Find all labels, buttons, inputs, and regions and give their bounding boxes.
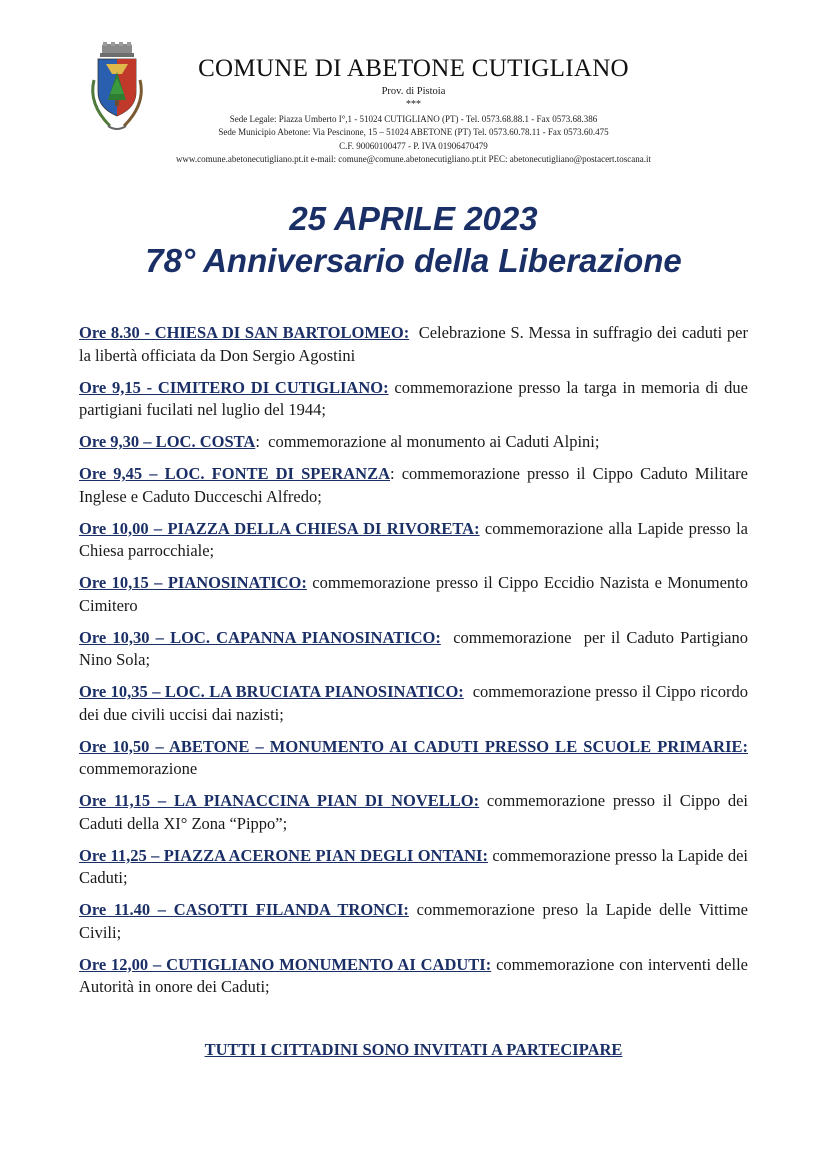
schedule-item	[79, 790, 753, 835]
schedule-item	[79, 954, 752, 999]
event-schedule	[79, 322, 753, 1008]
schedule-item	[79, 518, 753, 563]
tax-codes: C.F. 90060100477 - P. IVA 01906470479	[339, 141, 488, 151]
schedule-time-location: Ore 11.40 – CASOTTI FILANDA TRONCI:	[79, 900, 409, 919]
schedule-description: commemorazione con interventi delle Autorità in onore dei Caduti;	[79, 954, 752, 996]
schedule-description: : commemorazione al monumento ai Caduti Alpini;	[255, 432, 600, 451]
schedule-time-location: Ore 10,30 – LOC. CAPANNA PIANOSINATICO:	[79, 627, 441, 647]
header-separator: ***	[406, 99, 421, 110]
schedule-description: commemorazione preso la Lapide delle Vittime Civili;	[79, 900, 753, 942]
schedule-item	[79, 899, 753, 944]
schedule-item	[79, 377, 753, 422]
schedule-description: commemorazione per il Caduto Partigiano Nino Sola;	[79, 627, 753, 669]
schedule-description: Celebrazione S. Messa in suffragio dei caduti per la libertà officiata da Don Sergio Agostini	[79, 323, 753, 365]
comune-name: COMUNE DI ABETONE CUTIGLIANO	[198, 55, 629, 82]
schedule-description: commemorazione presso il Cippo Eccidio Nazista e Monumento Cimitero	[79, 573, 753, 615]
schedule-item	[79, 736, 753, 781]
schedule-time-location: Ore 10,35 – LOC. LA BRUCIATA PIANOSINATICO:	[79, 682, 464, 701]
schedule-item	[79, 845, 753, 890]
invitation-footer: TUTTI I CITTADINI SONO INVITATI A PARTECIPARE	[204, 1040, 623, 1059]
schedule-time-location: Ore 11,25 – PIAZZA ACERONE PIAN DEGLI ONTANI:	[79, 845, 488, 865]
schedule-time-location: Ore 10,15 – PIANOSINATICO:	[79, 573, 307, 592]
schedule-time-location: Ore 9,30 – LOC. COSTA	[79, 432, 256, 451]
schedule-description: commemorazione presso il Cippo ricordo dei due civili uccisi dai nazisti;	[79, 682, 753, 724]
schedule-time-location: Ore 12,00 – CUTIGLIANO MONUMENTO AI CADUTI:	[79, 954, 492, 974]
document-subtitle: 78° Anniversario della Liberazione	[145, 242, 682, 279]
contact-info: www.comune.abetonecutigliano.pt.it e-mail: comune@comune.abetonecutigliano.pt.it PEC: abetonecutigliano@postacert.toscana.it	[175, 154, 652, 164]
schedule-time-location: Ore 10,00 – PIAZZA DELLA CHIESA DI RIVORETA:	[79, 518, 480, 538]
schedule-time-location: Ore 9,45 – LOC. FONTE DI SPERANZA	[79, 464, 391, 483]
letterhead	[0, 0, 827, 175]
municipal-office-address: Sede Municipio Abetone: Via Pescinone, 15 – 51024 ABETONE (PT) Tel. 0573.60.78.11 - Fax 0573.60.475	[218, 127, 609, 137]
schedule-item	[79, 572, 753, 617]
schedule-time-location: Ore 9,15 - CIMITERO DI CUTIGLIANO:	[79, 377, 389, 397]
schedule-description: : commemorazione presso il Cippo Caduto Militare Inglese e Caduto Ducceschi Alfredo;	[79, 464, 753, 506]
schedule-item	[79, 431, 748, 454]
schedule-item	[79, 322, 753, 367]
schedule-item	[79, 463, 753, 508]
province-name: Prov. di Pistoia	[381, 86, 446, 97]
registered-office-address: Sede Legale: Piazza Umberto I°,1 - 51024 CUTIGLIANO (PT) - Tel. 0573.68.88.1 - Fax 0573.68.386	[229, 114, 598, 124]
schedule-time-location: Ore 10,50 – ABETONE – MONUMENTO AI CADUTI PRESSO LE SCUOLE PRIMARIE:	[79, 736, 748, 756]
schedule-description: commemorazione presso il Cippo dei Caduti della XI° Zona “Pippo”;	[79, 791, 753, 833]
schedule-description: commemorazione presso la targa in memoria di due partigiani fucilati nel luglio del 1944;	[79, 377, 753, 419]
schedule-time-location: Ore 8.30 - CHIESA DI SAN BARTOLOMEO:	[79, 323, 410, 342]
schedule-item	[79, 681, 753, 726]
schedule-item	[79, 627, 753, 672]
schedule-time-location: Ore 11,15 – LA PIANACCINA PIAN DI NOVELLO:	[79, 791, 480, 810]
schedule-description: commemorazione presso la Lapide dei Caduti;	[79, 845, 753, 887]
document-title: 25 APRILE 2023	[289, 200, 538, 237]
schedule-description: commemorazione	[79, 736, 753, 778]
schedule-description: commemorazione alla Lapide presso la Chiesa parrocchiale;	[79, 518, 753, 560]
